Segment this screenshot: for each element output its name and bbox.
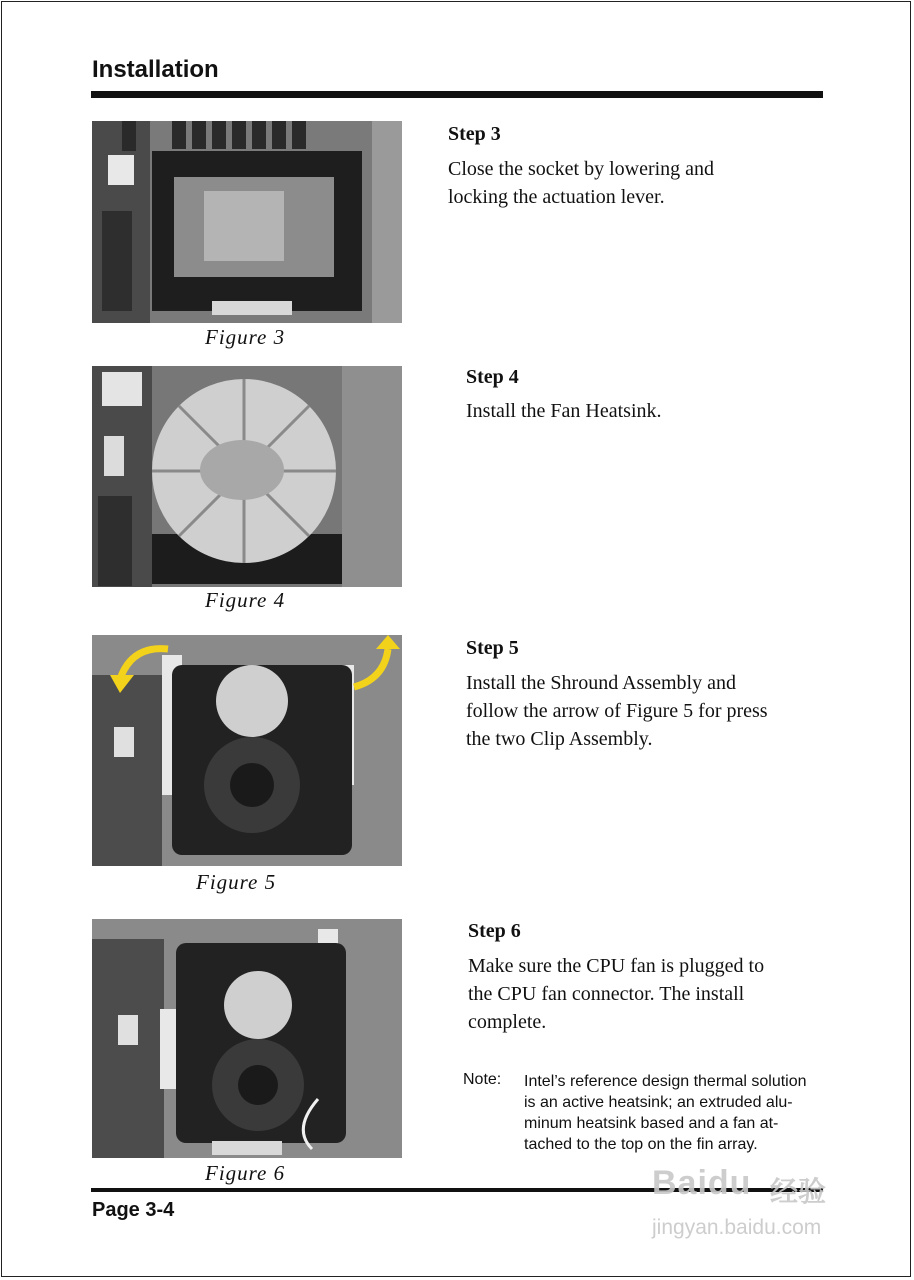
watermark-url: jingyan.baidu.com: [652, 1216, 822, 1239]
step-6-body: [468, 952, 764, 1036]
step-5-line-3: the two Clip Assembly.: [466, 728, 653, 750]
watermark: [646, 1150, 862, 1250]
step-3-title: Step 3: [448, 123, 501, 145]
step-6-line-2: the CPU fan connector. The install: [468, 983, 745, 1005]
note-label: Note:: [463, 1071, 502, 1088]
figure-4-caption: Figure 4: [205, 588, 286, 612]
step-5-body: [466, 669, 768, 753]
figure-5-image: [92, 635, 402, 866]
note-line-1: Intel’s reference design thermal solution: [524, 1073, 807, 1090]
page-title: Installation: [92, 56, 219, 83]
figure-4-image: [92, 366, 402, 587]
header-rule: [91, 91, 823, 98]
step-6-line-3: complete.: [468, 1011, 547, 1033]
step-3-line-1: Close the socket by lowering and: [448, 158, 715, 180]
figure-6-caption: Figure 6: [205, 1161, 286, 1185]
step-6-title: Step 6: [468, 920, 521, 942]
figure-3-caption: Figure 3: [205, 325, 286, 349]
note-line-2: is an active heatsink; an extruded alu-: [524, 1094, 793, 1111]
page-number: Page 3-4: [92, 1199, 175, 1221]
step-6-line-1: Make sure the CPU fan is plugged to: [468, 955, 765, 977]
figure-6-image: [92, 919, 402, 1158]
step-3-body: [448, 155, 714, 211]
figure-5-caption: Figure 5: [196, 870, 277, 894]
step-3-line-2: locking the actuation lever.: [448, 186, 665, 208]
step-5-line-2: follow the arrow of Figure 5 for press: [466, 700, 768, 722]
step-5-line-1: Install the Shround Assembly and: [466, 672, 736, 694]
step-4-title: Step 4: [466, 366, 519, 388]
watermark-logo: Baidu: [652, 1164, 752, 1202]
step-4-body: [466, 397, 662, 425]
note-body: [524, 1071, 824, 1155]
note-line-3: minum heatsink based and a fan at-: [524, 1115, 779, 1132]
step-5-title: Step 5: [466, 637, 519, 659]
figure-3-image: [92, 121, 402, 323]
note-line-4: tached to the top on the fin array.: [524, 1136, 758, 1153]
watermark-cn: 经验: [770, 1176, 827, 1207]
step-4-line-1: Install the Fan Heatsink.: [466, 400, 662, 422]
